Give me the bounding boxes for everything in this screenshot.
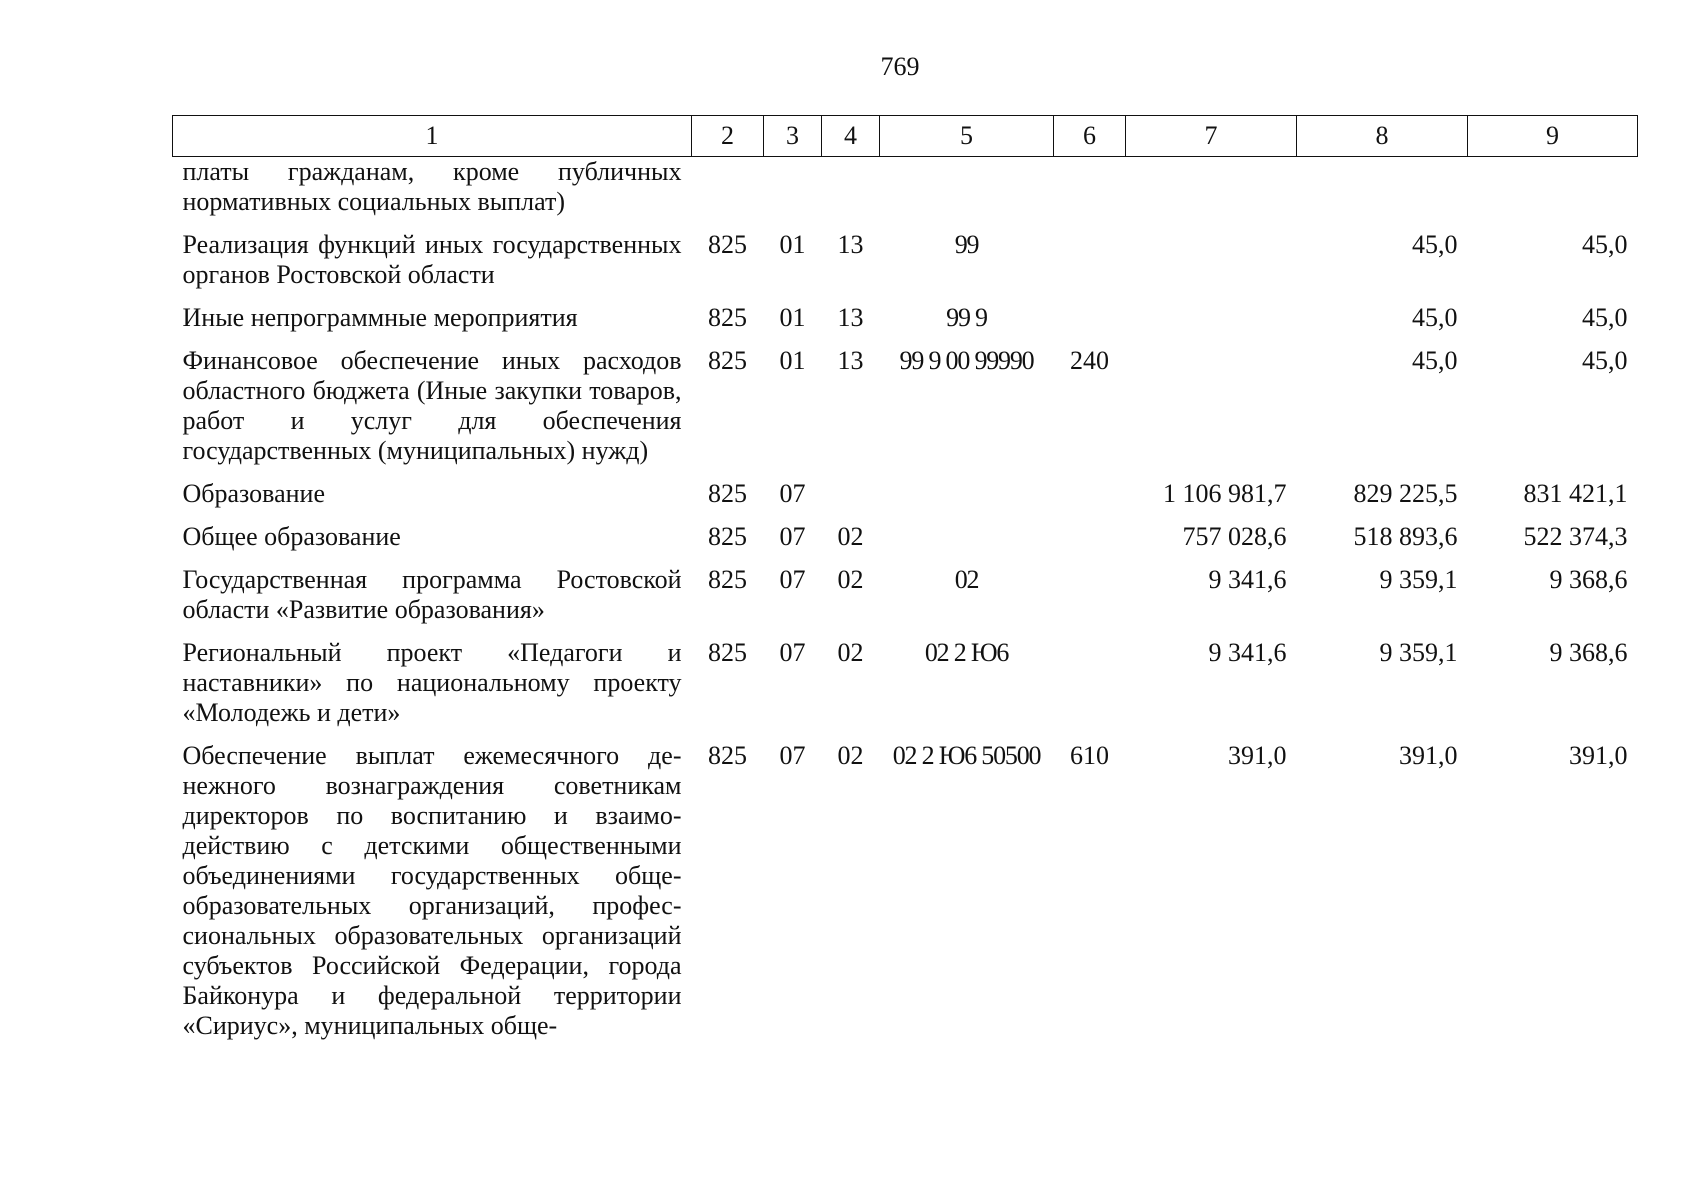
admin-code-cell: 825 [708, 479, 747, 508]
column-header: 4 [822, 116, 880, 157]
table-row [173, 479, 1638, 522]
amount-cell [1126, 346, 1297, 479]
table-row [173, 522, 1638, 565]
table-row [173, 346, 1638, 479]
column-header: 6 [1054, 116, 1126, 157]
section-code-cell: 07 [779, 565, 806, 594]
amount-cell: 522 374,3 [1523, 522, 1628, 551]
amount-cell: 9 368,6 [1549, 565, 1628, 594]
expense-type-cell [1054, 303, 1126, 346]
target-article-cell [880, 479, 1054, 522]
target-article-cell: 99 9 00 99990 [899, 346, 1034, 375]
section-code-cell [764, 157, 822, 231]
amount-cell [1126, 303, 1297, 346]
section-code-cell: 07 [779, 741, 806, 770]
expense-type-cell [1054, 522, 1126, 565]
amount-cell: 45,0 [1412, 230, 1458, 259]
expense-type-cell [1054, 479, 1126, 522]
column-header: 5 [880, 116, 1054, 157]
expense-type-cell [1054, 638, 1126, 741]
column-header: 3 [764, 116, 822, 157]
amount-cell: 45,0 [1582, 230, 1628, 259]
target-article-cell: 02 2 Ю6 50500 [892, 741, 1041, 770]
column-header: 7 [1126, 116, 1297, 157]
subsection-code-cell: 13 [837, 230, 864, 259]
amount-cell [1468, 157, 1638, 231]
subsection-code-cell: 13 [837, 346, 864, 375]
amount-cell: 45,0 [1412, 346, 1458, 375]
admin-code-cell: 825 [708, 638, 747, 667]
amount-cell [1297, 157, 1468, 231]
amount-cell: 391,0 [1228, 741, 1287, 770]
section-code-cell: 07 [779, 522, 806, 551]
target-article-cell: 02 2 Ю6 [924, 638, 1009, 667]
row-name-cell: Государственная программа Ростовской области «Развитие образования» [182, 565, 682, 624]
target-article-cell [880, 157, 1054, 231]
table-header-row [173, 116, 1638, 157]
table-row [173, 303, 1638, 346]
admin-code-cell: 825 [708, 522, 747, 551]
amount-cell: 9 341,6 [1208, 638, 1287, 667]
page-number: 769 [880, 52, 920, 81]
subsection-code-cell: 02 [837, 638, 864, 667]
admin-code-cell [692, 157, 764, 231]
subsection-code-cell: 02 [837, 522, 864, 551]
amount-cell: 391,0 [1399, 741, 1458, 770]
amount-cell: 757 028,6 [1182, 522, 1287, 551]
table-row [173, 638, 1638, 741]
column-header: 9 [1468, 116, 1638, 157]
expense-type-cell: 240 [1070, 346, 1109, 375]
target-article-cell [880, 522, 1054, 565]
amount-cell [1126, 157, 1297, 231]
amount-cell [1126, 230, 1297, 303]
row-name-cell: Иные непрограммные мероприятия [182, 303, 578, 332]
amount-cell: 831 421,1 [1523, 479, 1628, 508]
subsection-code-cell [822, 479, 880, 522]
amount-cell: 9 359,1 [1379, 565, 1458, 594]
column-header: 1 [173, 116, 692, 157]
budget-table [172, 115, 1638, 1054]
expense-type-cell: 610 [1070, 741, 1109, 770]
column-header: 8 [1297, 116, 1468, 157]
amount-cell: 45,0 [1582, 346, 1628, 375]
row-name-cell: Финансовое обеспечение иных расходов областного бюджета (Иные закупки товаров, работ и услуг для обеспечения государственных (муниципальных) нужд) [182, 346, 682, 465]
section-code-cell: 01 [779, 230, 806, 259]
table-row [173, 157, 1638, 231]
table-row [173, 230, 1638, 303]
amount-cell: 9 368,6 [1549, 638, 1628, 667]
expense-type-cell [1054, 157, 1126, 231]
amount-cell: 518 893,6 [1353, 522, 1458, 551]
admin-code-cell: 825 [708, 565, 747, 594]
row-name-cell: Общее образование [182, 522, 401, 551]
expense-type-cell [1054, 230, 1126, 303]
subsection-code-cell: 13 [837, 303, 864, 332]
amount-cell: 45,0 [1582, 303, 1628, 332]
row-name-cell: Обеспечение выплат ежемесячного денежного вознаграждения советникам директоров по воспитанию и взаимодействию с детскими общественными объединениями государственных общеобразовательных организаций, профессиональных образовательных организаций субъектов Российской Федерации, города Байконура и федеральной территории «Сириус», муниципальных обще- [182, 741, 682, 1040]
expense-type-cell [1054, 565, 1126, 638]
row-name-cell: Реализация функций иных государственных органов Ростовской области [182, 230, 682, 289]
admin-code-cell: 825 [708, 230, 747, 259]
table-row [173, 741, 1638, 1054]
amount-cell: 391,0 [1569, 741, 1628, 770]
subsection-code-cell [822, 157, 880, 231]
amount-cell: 1 106 981,7 [1163, 479, 1287, 508]
target-article-cell: 02 [954, 565, 979, 594]
row-name-cell: Образование [182, 479, 326, 508]
amount-cell: 829 225,5 [1353, 479, 1458, 508]
subsection-code-cell: 02 [837, 741, 864, 770]
amount-cell: 9 341,6 [1208, 565, 1287, 594]
section-code-cell: 07 [779, 479, 806, 508]
amount-cell: 9 359,1 [1379, 638, 1458, 667]
section-code-cell: 01 [779, 303, 806, 332]
target-article-cell: 99 [954, 230, 979, 259]
amount-cell: 45,0 [1412, 303, 1458, 332]
table-row [173, 565, 1638, 638]
row-name-cell: Региональный проект «Педагоги и наставники» по национальному проекту «Молодежь и дети» [182, 638, 682, 727]
target-article-cell: 99 9 [946, 303, 987, 332]
subsection-code-cell: 02 [837, 565, 864, 594]
section-code-cell: 01 [779, 346, 806, 375]
column-header: 2 [692, 116, 764, 157]
row-name-cell: платы гражданам, кроме публичных нормативных социальных выплат) [182, 157, 682, 216]
section-code-cell: 07 [779, 638, 806, 667]
admin-code-cell: 825 [708, 741, 747, 770]
admin-code-cell: 825 [708, 303, 747, 332]
admin-code-cell: 825 [708, 346, 747, 375]
